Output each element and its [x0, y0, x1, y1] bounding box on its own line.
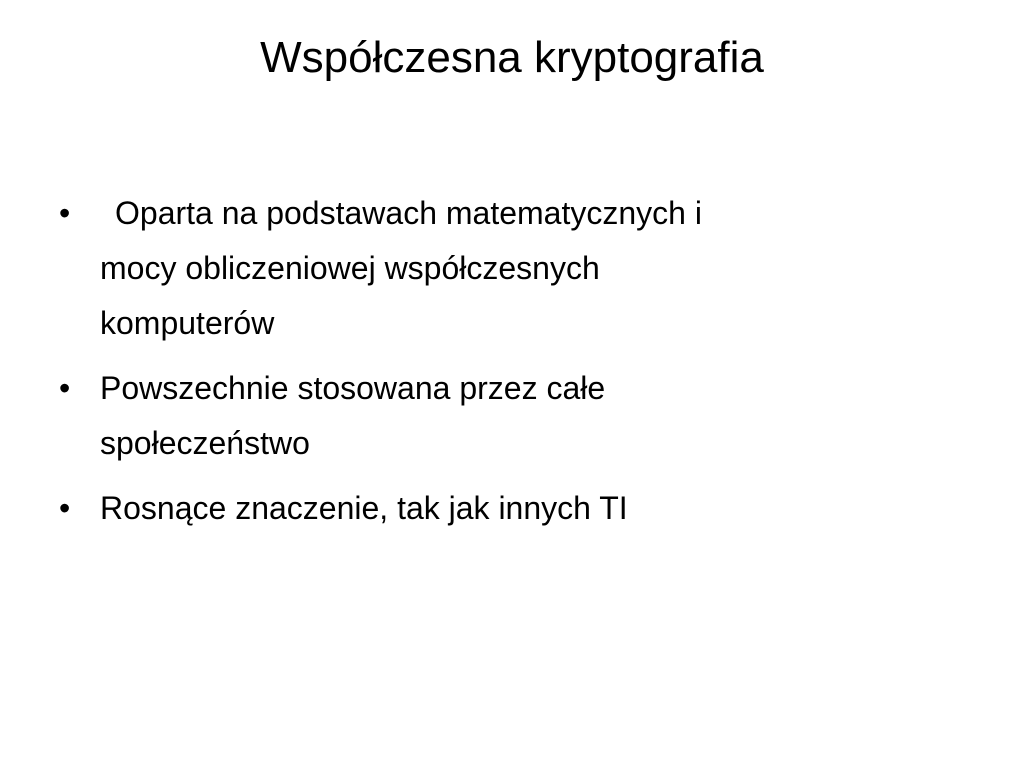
bullet-icon: • — [59, 490, 71, 526]
bullet-line: Rosnące znaczenie, tak jak innych TI — [100, 490, 628, 526]
bullet-item — [0, 481, 1024, 536]
bullet-line: Oparta na podstawach matematycznych i — [115, 195, 702, 231]
bullet-item — [0, 361, 1024, 471]
bullet-line: Powszechnie stosowana przez całe — [100, 370, 606, 406]
bullet-line: komputerów — [100, 305, 275, 341]
slide-title: Współczesna kryptografia — [260, 33, 764, 82]
bullet-line: społeczeństwo — [100, 425, 310, 461]
bullet-list — [0, 186, 1024, 546]
bullet-line: mocy obliczeniowej współczesnych — [100, 250, 600, 286]
bullet-icon: • — [59, 195, 71, 231]
bullet-item — [0, 186, 1024, 351]
bullet-icon: • — [59, 370, 71, 406]
